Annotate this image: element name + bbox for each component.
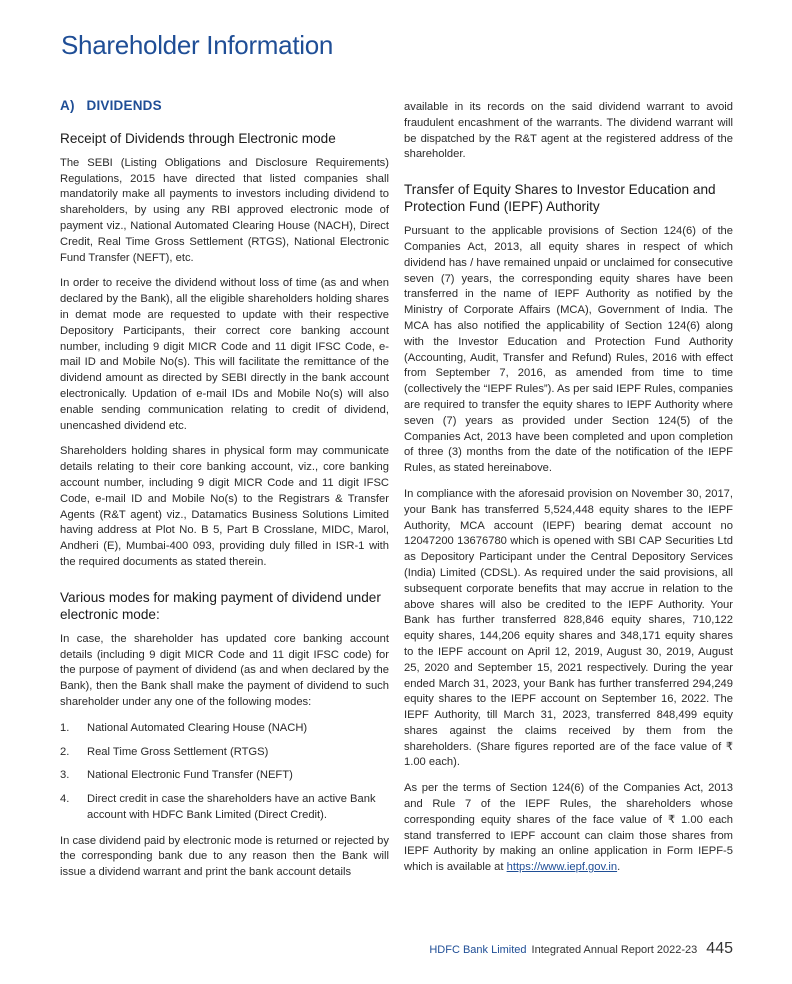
paragraph-warrant: available in its records on the said dividend warrant to avoid fraudulent encashment of the warrants. The dividend warrant will be dispatched by the R&T agent at the registered address of the shareholder. [404, 101, 733, 161]
page-number: 445 [706, 940, 733, 957]
receipt-heading: Receipt of Dividends through Electronic mode [60, 130, 336, 146]
page-title: Shareholder Information [61, 30, 334, 60]
page-footer [429, 940, 733, 958]
list-item: 3. National Electronic Fund Transfer (NEFT) [60, 769, 293, 782]
footer-bank-name: HDFC Bank Limited [429, 944, 527, 956]
list-item: 2. Real Time Gross Settlement (RTGS) [60, 745, 269, 758]
paragraph-claim: As per the terms of Section 124(6) of the Companies Act, 2013 and Rule 7 of the IEPF Rules, the shareholders whose corresponding equity shares of the face value of ₹ 1.00 each stand transferred to IEPF account can claim those shares from IEPF Authority by making an online application in Form IEPF-5 which is available at https://www.iepf.gov.in. [404, 782, 733, 874]
paragraph-physical: Shareholders holding shares in physical form may communicate details relating to their core banking account, viz., core banking account number, including 9 digit MICR Code and 11 digit IFSC Code, e-mail ID and Mobile No(s) to the Registrars & Transfer Agents (R&T agent) viz., Datamatics Business Solutions Limited having address at Plot No. B 5, Part B Crosslane, MIDC, Marol, Andheri (E), Mumbai-400 093, providing duly filled in ISR-1 with the required documents as stated therein. [60, 445, 389, 568]
left-column [60, 98, 389, 891]
modes-list [60, 721, 389, 824]
paragraph-returned: In case dividend paid by electronic mode is returned or rejected by the corresponding bank due to any reason then the Bank will issue a dividend warrant and print the bank account details [60, 834, 389, 879]
list-item: 1. National Automated Clearing House (NACH) [60, 721, 308, 734]
paragraph-demat: In order to receive the dividend without loss of time (as and when declared by the Bank), all the eligible shareholders holding shares in demat mode are requested to update with their respective Depository Participants, their correct core banking account number, including 9 digit MICR Code and 11 digit IFSC Code, e-mail ID and Mobile No(s). This will facilitate the remittance of the dividend amount as directed by SEBI directly in the bank account electronically. Updation of e-mail IDs and Mobile No(s) will also enable sending communication relating to credit of dividend, unencashed dividend etc. [60, 277, 389, 432]
footer-report-name: Integrated Annual Report 2022-23 [531, 944, 698, 956]
iepf-website-link[interactable]: https://www.iepf.gov.in [506, 861, 618, 874]
list-item: 4. Direct credit in case the shareholders have an active Bank account with HDFC Bank Limited (Direct Credit). [60, 793, 376, 821]
modes-heading: Various modes for making payment of dividend under electronic mode: [60, 589, 381, 622]
iepf-heading: Transfer of Equity Shares to Investor Education and Protection Fund (IEPF) Authority [404, 182, 716, 215]
right-column [404, 100, 733, 886]
paragraph-modes-intro: In case, the shareholder has updated core banking account details (including 9 digit MICR Code and 11 digit IFSC code) for the purpose of payment of dividend (as and when declared by the Bank), then the Bank shall make the payment of dividend to such shareholder under any one of the following modes: [60, 632, 389, 708]
section-heading-dividends: A) DIVIDENDS [60, 98, 162, 113]
paragraph-sebi: The SEBI (Listing Obligations and Disclosure Requirements) Regulations, 2015 have directed that listed companies shall mandatorily make all payments to investors including dividend to shareholders, by using any RBI approved electronic mode of payment viz., National Automated Clearing House (NACH), Direct Credit, Real Time Gross Settlement (RTGS), National Electronic Fund Transfer (NEFT), etc. [60, 156, 389, 264]
paragraph-iepf-rules: Pursuant to the applicable provisions of Section 124(6) of the Companies Act, 2013, all equity shares in respect of which dividend has / have remained unpaid or unclaimed for consecutive seven (7) years, the corresponding equity shares have been transferred in the name of IEPF Authority as notified by the Ministry of Corporate Affairs (MCA), Government of India. The MCA has also notified the applicability of Section 124(6) along with the Investor Education and Protection Fund Authority (Accounting, Audit, Transfer and Refund) Rules, 2016 with effect from September 7, 2016, as amended from time to time (collectively the “IEPF Rules”). As per said IEPF Rules, companies are required to transfer the equity shares to IEPF Authority where seven (7) years as provided under Section 124(5) of the Companies Act, 2013 have been completed and upon completion of three (3) months from the date of the notification of the IEPF Rules, as stated hereinabove. [404, 225, 733, 475]
paragraph-compliance: In compliance with the aforesaid provision on November 30, 2017, your Bank has transferred 5,524,448 equity shares to the IEPF Authority, MCA account (IEPF) bearing demat account no 12047200 13676780 which is opened with SBI CAP Securities Ltd as Depository Participant under the Central Depository Services (India) Limited (CDSL). As required under the said provisions, all subsequent corporate benefits that may accrue in relation to the above shares will also be credited to the IEPF Authority. Your Bank has further transferred 828,846 equity shares, 710,122 equity shares, 144,206 equity shares and 348,171 equity shares to the IEPF account on April 12, 2019, August 30, 2019, August 25, 2020 and September 15, 2021 respectively. During the year ended March 31, 2023, your Bank has further transferred 294,249 equity shares to the IEPF account on September 16, 2022. The IEPF Authority, till March 31, 2023, transferred 848,499 equity shares against the claims received by them from the shareholders. (Share figures reported are of the face value of ₹ 1.00 each). [404, 487, 733, 769]
